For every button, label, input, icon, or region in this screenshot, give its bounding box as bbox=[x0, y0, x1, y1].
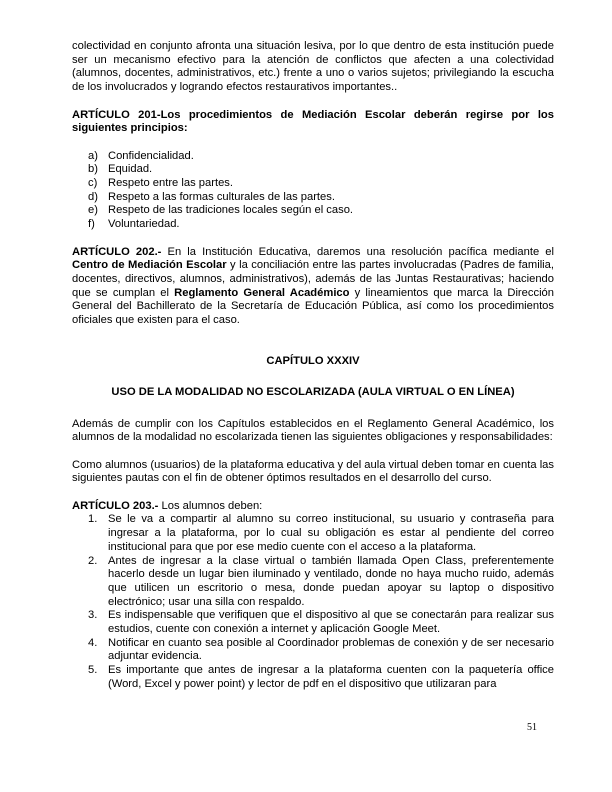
list-marker: b) bbox=[88, 163, 98, 176]
page-number: 51 bbox=[527, 722, 537, 733]
list-marker: 3. bbox=[88, 609, 98, 622]
article-203-label: ARTÍCULO 203.- bbox=[72, 499, 159, 512]
list-item-text: Notificar en cuanto sea posible al Coordinador problemas de conexión y de ser necesario adjuntar evidencia. bbox=[108, 636, 554, 663]
list-item bbox=[88, 191, 554, 205]
list-marker: e) bbox=[88, 204, 98, 217]
article-202-label: ARTÍCULO 202.- bbox=[72, 245, 162, 258]
list-item bbox=[88, 555, 554, 610]
intro-paragraph: colectividad en conjunto afronta una situación lesiva, por lo que dentro de esta institución puede ser un mecanismo efectivo para la atención de conflictos que afecten a una colectividad (alumnos, docentes, administrativos, etc.) frente a uno o varios sujetos; privilegiando la escucha de los involucrados y logrando efectos restaurativos importantes.. bbox=[72, 40, 554, 94]
document-page bbox=[72, 40, 554, 692]
list-item bbox=[88, 204, 554, 218]
list-item bbox=[88, 218, 554, 232]
list-item-text: Equidad. bbox=[108, 163, 153, 176]
list-marker: a) bbox=[88, 149, 98, 162]
article-203-lead bbox=[72, 500, 554, 514]
article-202-text-3: y lineamientos que marca la Dirección General del Bachillerato de la Secretaría de Educación Pública, así como los procedimientos oficiales que existen para el caso. bbox=[72, 286, 554, 327]
obligations-paragraph: Además de cumplir con los Capítulos establecidos en el Reglamento General Académico, los alumnos de la modalidad no escolarizada tienen las siguientes obligaciones y responsabilidades: bbox=[72, 417, 554, 444]
list-item-text: Se le va a compartir al alumno su correo institucional, su usuario y contraseña para ingresar a la plataforma, por lo cual su obligación es estar al pendiente del correo institucional para que por ese medio cuente con el acceso a la plataforma. bbox=[108, 513, 554, 553]
list-marker: 4. bbox=[88, 636, 98, 649]
list-marker: c) bbox=[88, 177, 98, 189]
list-item-text: Es indispensable que verifiquen que el dispositivo al que se conectarán para realizar sus estudios, cuente con conexión a internet y aplicación Google Meet. bbox=[108, 609, 554, 636]
article-201-principles-list bbox=[72, 150, 554, 232]
list-item bbox=[88, 513, 554, 554]
list-marker: 2. bbox=[88, 554, 98, 567]
list-marker: 1. bbox=[88, 513, 98, 526]
list-item bbox=[88, 150, 554, 164]
article-201-heading-text: ARTÍCULO 201-Los procedimientos de Mediación Escolar deberán regirse por los siguientes principios: bbox=[72, 108, 554, 135]
list-item-text: Respeto de las tradiciones locales según el caso. bbox=[108, 204, 354, 217]
list-item-text: Antes de ingresar a la clase virtual o también llamada Open Class, preferentemente hacerlo desde un lugar bien iluminado y ventilado, donde no haya mucho ruido, además que utilicen un escritorio o mesa, donde puedan apoyar su laptop o dispositivo electrónico; usar una silla con respaldo. bbox=[108, 554, 554, 608]
list-item bbox=[88, 177, 554, 191]
list-item-text: Confidencialidad. bbox=[108, 149, 194, 162]
list-item bbox=[88, 609, 554, 636]
article-202-bold-1: Centro de Mediación Escolar bbox=[72, 259, 227, 272]
list-marker: f) bbox=[88, 218, 95, 231]
list-item-text: Voluntariedad. bbox=[108, 218, 180, 231]
article-202-bold-2: Reglamento General Académico bbox=[174, 286, 350, 299]
article-202-text-1: En la Institución Educativa, daremos una resolución pacífica mediante el bbox=[161, 245, 554, 258]
list-marker: 5. bbox=[88, 664, 98, 677]
article-203-lead-text: Los alumnos deben: bbox=[158, 499, 263, 512]
list-item bbox=[88, 637, 554, 664]
users-paragraph: Como alumnos (usuarios) de la plataforma educativa y del aula virtual deben tomar en cuenta las siguientes pautas con el fin de obtener óptimos resultados en el desarrollo del curso. bbox=[72, 458, 554, 485]
list-item bbox=[88, 163, 554, 177]
list-marker: d) bbox=[88, 190, 98, 203]
list-item-text: Es importante que antes de ingresar a la plataforma cuenten con la paquetería office (Word, Excel y power point) y lector de pdf en el dispositivo que utilizaran para bbox=[108, 664, 554, 690]
list-item bbox=[88, 664, 554, 691]
article-201-heading bbox=[72, 109, 554, 136]
chapter-title: CAPÍTULO XXXIV bbox=[266, 354, 360, 367]
article-202-text-2: y la conciliación entre las partes involucradas (Padres de familia, docentes, directivos, alumnos, administrativos), además de las Juntas Restaurativas; haciendo que se cumplan el bbox=[72, 259, 554, 299]
article-202-paragraph bbox=[72, 246, 554, 328]
list-item-text: Respeto a las formas culturales de las partes. bbox=[108, 190, 335, 203]
list-item-text: Respeto entre las partes. bbox=[108, 177, 233, 189]
chapter-subtitle: USO DE LA MODALIDAD NO ESCOLARIZADA (AULA VIRTUAL O EN LÍNEA) bbox=[111, 386, 515, 399]
article-203-list bbox=[72, 513, 554, 691]
